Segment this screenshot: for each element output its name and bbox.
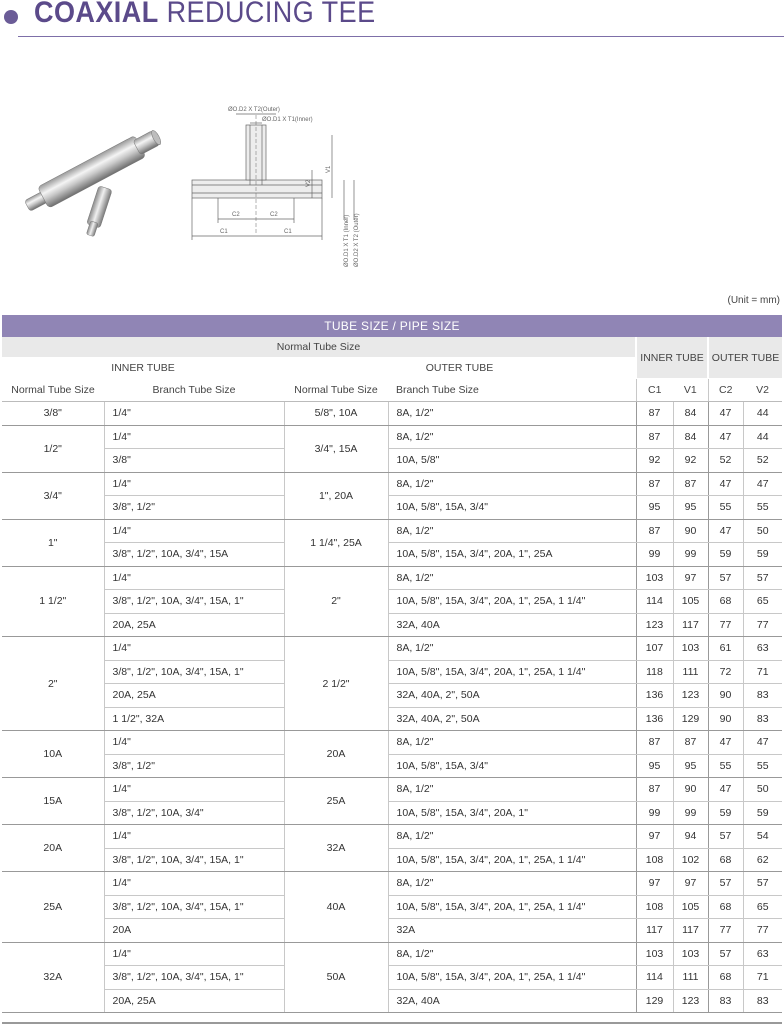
value-v2: 50 xyxy=(743,778,782,802)
outer-branch-size: 10A, 5/8", 15A, 3/4", 20A, 1" xyxy=(388,801,636,825)
outer-branch-size: 8A, 1/2" xyxy=(388,731,636,755)
normal-tube-size-header: Normal Tube Size xyxy=(2,337,636,358)
value-c2: 57 xyxy=(708,872,743,896)
outer-normal-size: 40A xyxy=(284,872,388,943)
value-v1: 123 xyxy=(673,989,708,1013)
table-row xyxy=(2,660,782,684)
value-v2: 55 xyxy=(743,754,782,778)
bullet-dot-icon xyxy=(4,10,18,24)
dim-od1-inner-b: ØO.D1 X T1 (Inner) xyxy=(344,214,350,267)
table-row xyxy=(2,966,782,990)
value-v2: 63 xyxy=(743,942,782,966)
value-v2: 54 xyxy=(743,825,782,849)
value-c2: 68 xyxy=(708,590,743,614)
title-bold: COAXIAL xyxy=(34,0,159,29)
inner-normal-size: 3/8" xyxy=(2,402,104,426)
inner-normal-size: 2" xyxy=(2,637,104,731)
value-v1: 117 xyxy=(673,919,708,943)
dim-outer-tube-header: OUTER TUBE xyxy=(708,337,782,379)
value-c2: 47 xyxy=(708,731,743,755)
value-c1: 87 xyxy=(636,519,673,543)
inner-branch-size: 3/8", 1/2", 10A, 3/4", 15A, 1" xyxy=(104,848,284,872)
inner-branch-size: 3/8", 1/2" xyxy=(104,754,284,778)
outer-normal-size: 2" xyxy=(284,566,388,637)
outer-branch-size: 8A, 1/2" xyxy=(388,425,636,449)
value-c2: 59 xyxy=(708,801,743,825)
value-c1: 136 xyxy=(636,707,673,731)
outer-branch-size: 8A, 1/2" xyxy=(388,942,636,966)
inner-branch-size: 3/8", 1/2", 10A, 3/4", 15A, 1" xyxy=(104,660,284,684)
value-v1: 103 xyxy=(673,942,708,966)
table-row xyxy=(2,425,782,449)
value-v1: 87 xyxy=(673,472,708,496)
value-c2: 68 xyxy=(708,848,743,872)
value-c2: 57 xyxy=(708,825,743,849)
table-row xyxy=(2,566,782,590)
value-c1: 97 xyxy=(636,825,673,849)
product-figure xyxy=(0,95,784,280)
inner-branch-size: 20A xyxy=(104,919,284,943)
outer-normal-size: 32A xyxy=(284,825,388,872)
value-c1: 117 xyxy=(636,919,673,943)
table-row xyxy=(2,942,782,966)
outer-branch-size: 10A, 5/8" xyxy=(388,449,636,473)
value-c1: 87 xyxy=(636,778,673,802)
table-row xyxy=(2,989,782,1013)
value-v1: 99 xyxy=(673,801,708,825)
col-outer-branch: Branch Tube Size xyxy=(388,379,636,402)
table-row xyxy=(2,872,782,896)
inner-normal-size: 10A xyxy=(2,731,104,778)
inner-branch-size: 1/4" xyxy=(104,402,284,426)
table-row xyxy=(2,637,782,661)
value-v1: 87 xyxy=(673,731,708,755)
value-v1: 97 xyxy=(673,566,708,590)
value-v1: 97 xyxy=(673,872,708,896)
col-c2: C2 xyxy=(708,379,743,402)
value-v2: 47 xyxy=(743,731,782,755)
table-row xyxy=(2,731,782,755)
value-c2: 72 xyxy=(708,660,743,684)
outer-branch-size: 10A, 5/8", 15A, 3/4", 20A, 1", 25A, 1 1/4" xyxy=(388,895,636,919)
value-v2: 47 xyxy=(743,472,782,496)
value-v1: 94 xyxy=(673,825,708,849)
table-row xyxy=(2,684,782,708)
inner-branch-size: 3/8", 1/2", 10A, 3/4", 15A xyxy=(104,543,284,567)
inner-normal-size: 1 1/2" xyxy=(2,566,104,637)
inner-normal-size: 32A xyxy=(2,942,104,1013)
outer-branch-size: 10A, 5/8", 15A, 3/4", 20A, 1", 25A, 1 1/4" xyxy=(388,590,636,614)
inner-branch-size: 1/4" xyxy=(104,425,284,449)
value-c1: 87 xyxy=(636,425,673,449)
value-v1: 129 xyxy=(673,707,708,731)
col-v2: V2 xyxy=(743,379,782,402)
value-c1: 87 xyxy=(636,402,673,426)
table-row xyxy=(2,801,782,825)
value-c2: 47 xyxy=(708,402,743,426)
spec-table xyxy=(2,315,782,1013)
value-v1: 102 xyxy=(673,848,708,872)
table-row xyxy=(2,919,782,943)
outer-branch-size: 8A, 1/2" xyxy=(388,472,636,496)
table-row xyxy=(2,519,782,543)
value-c2: 57 xyxy=(708,942,743,966)
value-v2: 44 xyxy=(743,402,782,426)
outer-branch-size: 10A, 5/8", 15A, 3/4", 20A, 1", 25A, 1 1/4" xyxy=(388,660,636,684)
inner-branch-size: 20A, 25A xyxy=(104,613,284,637)
value-v2: 83 xyxy=(743,989,782,1013)
inner-normal-size: 1" xyxy=(2,519,104,566)
outer-branch-size: 8A, 1/2" xyxy=(388,825,636,849)
value-c1: 108 xyxy=(636,848,673,872)
table-row xyxy=(2,449,782,473)
outer-branch-size: 8A, 1/2" xyxy=(388,519,636,543)
dim-od2-outer: ØO.D2 X T2(Outer) xyxy=(228,107,280,113)
value-c1: 99 xyxy=(636,543,673,567)
outer-normal-size: 5/8", 10A xyxy=(284,402,388,426)
value-c1: 87 xyxy=(636,731,673,755)
inner-branch-size: 1/4" xyxy=(104,778,284,802)
inner-normal-size: 15A xyxy=(2,778,104,825)
value-c2: 55 xyxy=(708,754,743,778)
value-v2: 57 xyxy=(743,566,782,590)
inner-branch-size: 1/4" xyxy=(104,731,284,755)
outer-branch-size: 10A, 5/8", 15A, 3/4", 20A, 1", 25A, 1 1/4" xyxy=(388,848,636,872)
outer-branch-size: 8A, 1/2" xyxy=(388,566,636,590)
dim-v2: V2 xyxy=(306,179,312,187)
value-v2: 71 xyxy=(743,660,782,684)
value-v2: 77 xyxy=(743,613,782,637)
value-c1: 103 xyxy=(636,566,673,590)
table-row xyxy=(2,848,782,872)
outer-branch-size: 8A, 1/2" xyxy=(388,872,636,896)
value-c2: 59 xyxy=(708,543,743,567)
value-c1: 114 xyxy=(636,966,673,990)
outer-normal-size: 25A xyxy=(284,778,388,825)
value-c1: 97 xyxy=(636,872,673,896)
table-row xyxy=(2,543,782,567)
value-v2: 57 xyxy=(743,872,782,896)
value-c1: 118 xyxy=(636,660,673,684)
inner-normal-size: 20A xyxy=(2,825,104,872)
col-outer-normal: Normal Tube Size xyxy=(284,379,388,402)
table-title: TUBE SIZE / PIPE SIZE xyxy=(2,315,782,337)
value-c2: 68 xyxy=(708,966,743,990)
table-row xyxy=(2,778,782,802)
tee-illustration xyxy=(0,95,784,280)
value-v2: 52 xyxy=(743,449,782,473)
inner-branch-size: 3/8", 1/2", 10A, 3/4", 15A, 1" xyxy=(104,590,284,614)
value-v2: 59 xyxy=(743,801,782,825)
value-v2: 83 xyxy=(743,707,782,731)
outer-normal-size: 50A xyxy=(284,942,388,1013)
value-v1: 84 xyxy=(673,402,708,426)
outer-branch-size: 32A, 40A xyxy=(388,613,636,637)
value-c2: 47 xyxy=(708,778,743,802)
outer-tube-header: OUTER TUBE xyxy=(284,358,636,379)
outer-branch-size: 32A, 40A, 2", 50A xyxy=(388,684,636,708)
inner-tube-header: INNER TUBE xyxy=(2,358,284,379)
dim-c2-left: C2 xyxy=(232,212,240,218)
value-c1: 92 xyxy=(636,449,673,473)
value-c2: 90 xyxy=(708,707,743,731)
inner-normal-size: 3/4" xyxy=(2,472,104,519)
value-v1: 92 xyxy=(673,449,708,473)
inner-branch-size: 3/8", 1/2", 10A, 3/4", 15A, 1" xyxy=(104,966,284,990)
value-c1: 123 xyxy=(636,613,673,637)
value-c2: 68 xyxy=(708,895,743,919)
inner-branch-size: 1 1/2", 32A xyxy=(104,707,284,731)
value-c2: 57 xyxy=(708,566,743,590)
value-c2: 55 xyxy=(708,496,743,520)
spec-table-body xyxy=(2,402,782,1013)
inner-normal-size: 25A xyxy=(2,872,104,943)
table-row xyxy=(2,754,782,778)
dim-c1-right: C1 xyxy=(284,229,292,235)
value-c2: 47 xyxy=(708,472,743,496)
value-v2: 65 xyxy=(743,590,782,614)
value-c1: 103 xyxy=(636,942,673,966)
inner-branch-size: 20A, 25A xyxy=(104,684,284,708)
outer-branch-size: 8A, 1/2" xyxy=(388,778,636,802)
value-c2: 47 xyxy=(708,519,743,543)
value-c2: 61 xyxy=(708,637,743,661)
value-v1: 103 xyxy=(673,637,708,661)
col-c1: C1 xyxy=(636,379,673,402)
outer-normal-size: 20A xyxy=(284,731,388,778)
inner-branch-size: 1/4" xyxy=(104,872,284,896)
table-row xyxy=(2,825,782,849)
inner-branch-size: 20A, 25A xyxy=(104,989,284,1013)
outer-branch-size: 8A, 1/2" xyxy=(388,637,636,661)
value-c1: 107 xyxy=(636,637,673,661)
value-v1: 95 xyxy=(673,496,708,520)
value-v2: 44 xyxy=(743,425,782,449)
value-v1: 99 xyxy=(673,543,708,567)
inner-branch-size: 1/4" xyxy=(104,472,284,496)
inner-branch-size: 3/8" xyxy=(104,449,284,473)
value-v1: 95 xyxy=(673,754,708,778)
inner-branch-size: 1/4" xyxy=(104,566,284,590)
value-c1: 129 xyxy=(636,989,673,1013)
value-v1: 84 xyxy=(673,425,708,449)
table-row xyxy=(2,472,782,496)
value-v2: 83 xyxy=(743,684,782,708)
dim-inner-tube-header: INNER TUBE xyxy=(636,337,708,379)
outer-normal-size: 3/4", 15A xyxy=(284,425,388,472)
page-header xyxy=(0,0,784,40)
inner-branch-size: 1/4" xyxy=(104,825,284,849)
value-c1: 114 xyxy=(636,590,673,614)
tee-dimension-drawing xyxy=(192,114,354,240)
table-row xyxy=(2,613,782,637)
value-v2: 55 xyxy=(743,496,782,520)
unit-note: (Unit = mm) xyxy=(727,295,780,306)
value-v1: 111 xyxy=(673,966,708,990)
dim-od2-outer-b: ØO.D2 X T2 (Outer) xyxy=(354,213,360,267)
header-rule xyxy=(18,36,784,37)
table-row xyxy=(2,895,782,919)
outer-branch-size: 10A, 5/8", 15A, 3/4" xyxy=(388,496,636,520)
outer-branch-size: 10A, 5/8", 15A, 3/4", 20A, 1", 25A, 1 1/4" xyxy=(388,966,636,990)
value-c1: 87 xyxy=(636,472,673,496)
value-v2: 50 xyxy=(743,519,782,543)
value-v2: 71 xyxy=(743,966,782,990)
table-row xyxy=(2,707,782,731)
tee-3d-render xyxy=(22,126,165,238)
value-v2: 77 xyxy=(743,919,782,943)
outer-branch-size: 8A, 1/2" xyxy=(388,402,636,426)
inner-branch-size: 3/8", 1/2", 10A, 3/4", 15A, 1" xyxy=(104,895,284,919)
dim-c2-right: C2 xyxy=(270,212,278,218)
value-v1: 105 xyxy=(673,895,708,919)
dim-v1: V1 xyxy=(326,165,332,173)
inner-normal-size: 1/2" xyxy=(2,425,104,472)
outer-normal-size: 1", 20A xyxy=(284,472,388,519)
inner-branch-size: 3/8", 1/2", 10A, 3/4" xyxy=(104,801,284,825)
value-c1: 99 xyxy=(636,801,673,825)
inner-branch-size: 3/8", 1/2" xyxy=(104,496,284,520)
value-c1: 95 xyxy=(636,754,673,778)
value-c2: 83 xyxy=(708,989,743,1013)
outer-branch-size: 32A xyxy=(388,919,636,943)
dim-c1-left: C1 xyxy=(220,229,228,235)
value-c1: 136 xyxy=(636,684,673,708)
title-light: REDUCING TEE xyxy=(158,0,376,29)
value-v1: 90 xyxy=(673,778,708,802)
page-title xyxy=(34,0,376,30)
table-bottom-rule xyxy=(2,1022,782,1024)
value-v1: 111 xyxy=(673,660,708,684)
col-v1: V1 xyxy=(673,379,708,402)
value-c1: 108 xyxy=(636,895,673,919)
value-c2: 77 xyxy=(708,919,743,943)
col-inner-normal: Normal Tube Size xyxy=(2,379,104,402)
value-v1: 90 xyxy=(673,519,708,543)
value-v1: 117 xyxy=(673,613,708,637)
value-v2: 65 xyxy=(743,895,782,919)
value-c2: 90 xyxy=(708,684,743,708)
dim-od1-inner: ØO.D1 X T1(Inner) xyxy=(262,117,313,123)
value-v1: 105 xyxy=(673,590,708,614)
table-row xyxy=(2,496,782,520)
value-v2: 63 xyxy=(743,637,782,661)
outer-branch-size: 10A, 5/8", 15A, 3/4", 20A, 1", 25A xyxy=(388,543,636,567)
outer-normal-size: 2 1/2" xyxy=(284,637,388,731)
value-c2: 77 xyxy=(708,613,743,637)
table-row xyxy=(2,590,782,614)
inner-branch-size: 1/4" xyxy=(104,942,284,966)
outer-branch-size: 10A, 5/8", 15A, 3/4" xyxy=(388,754,636,778)
inner-branch-size: 1/4" xyxy=(104,519,284,543)
outer-normal-size: 1 1/4", 25A xyxy=(284,519,388,566)
value-c1: 95 xyxy=(636,496,673,520)
col-inner-branch: Branch Tube Size xyxy=(104,379,284,402)
value-c2: 52 xyxy=(708,449,743,473)
value-c2: 47 xyxy=(708,425,743,449)
outer-branch-size: 32A, 40A xyxy=(388,989,636,1013)
outer-branch-size: 32A, 40A, 2", 50A xyxy=(388,707,636,731)
value-v2: 62 xyxy=(743,848,782,872)
table-row xyxy=(2,402,782,426)
inner-branch-size: 1/4" xyxy=(104,637,284,661)
value-v1: 123 xyxy=(673,684,708,708)
value-v2: 59 xyxy=(743,543,782,567)
